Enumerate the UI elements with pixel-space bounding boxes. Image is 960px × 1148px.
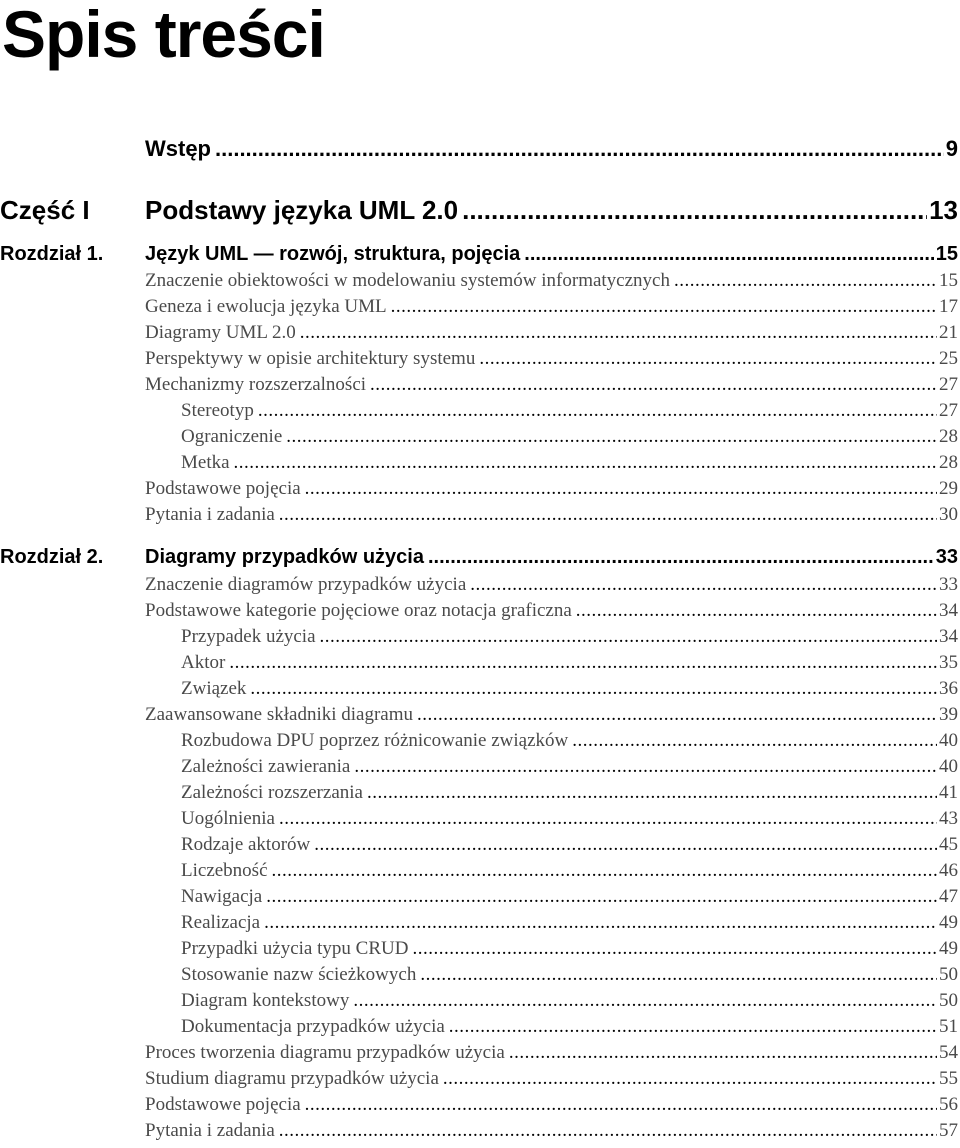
toc-entry[interactable] bbox=[0, 270, 958, 296]
toc-entry-page-number: 33 bbox=[939, 574, 958, 595]
dot-leader bbox=[229, 652, 937, 674]
toc-entry[interactable] bbox=[0, 426, 958, 452]
toc-entry[interactable] bbox=[0, 1016, 958, 1042]
toc-entry-page-number: 49 bbox=[939, 912, 958, 933]
toc-entry-body bbox=[145, 1120, 958, 1142]
dot-leader bbox=[479, 348, 937, 370]
toc-entry-title: Studium diagramu przypadków użycia bbox=[145, 1068, 439, 1089]
toc-entry-body bbox=[145, 964, 958, 986]
toc-entry-page-number: 9 bbox=[945, 136, 958, 161]
toc-entry-body bbox=[145, 1042, 958, 1064]
toc-entry-body bbox=[145, 296, 958, 318]
toc-entry[interactable] bbox=[0, 782, 958, 808]
dot-leader bbox=[443, 1068, 937, 1090]
toc-entry-page-number: 34 bbox=[939, 626, 958, 647]
toc-entry[interactable] bbox=[0, 1042, 958, 1068]
toc-entry-body bbox=[145, 756, 958, 778]
toc-entry-label: Rozdział 2. bbox=[0, 546, 104, 568]
dot-leader bbox=[354, 756, 937, 778]
toc-entry-body bbox=[145, 243, 958, 266]
toc-entry-page-number: 15 bbox=[939, 270, 958, 291]
toc-entry-page-number: 34 bbox=[939, 600, 958, 621]
dot-leader bbox=[264, 912, 937, 934]
dot-leader bbox=[391, 296, 937, 318]
toc-entry-title: Stosowanie nazw ścieżkowych bbox=[181, 964, 417, 985]
toc-entry[interactable] bbox=[0, 860, 958, 886]
dot-leader bbox=[258, 400, 937, 422]
toc-entry-body bbox=[145, 504, 958, 526]
toc-entry[interactable] bbox=[0, 912, 958, 938]
toc-entry-title: Proces tworzenia diagramu przypadków użycia bbox=[145, 1042, 505, 1063]
toc-entry-body bbox=[145, 574, 958, 596]
toc-entry-body bbox=[145, 678, 958, 700]
toc-entry-title: Diagramy przypadków użycia bbox=[145, 546, 424, 568]
dot-leader bbox=[250, 678, 937, 700]
toc-entry-body bbox=[145, 1094, 958, 1116]
toc-entry-title: Język UML — rozwój, struktura, pojęcia bbox=[145, 243, 521, 265]
toc-entry-title: Perspektywy w opisie architektury systemu bbox=[145, 348, 476, 369]
toc-entry[interactable] bbox=[0, 478, 958, 504]
toc-entry-page-number: 56 bbox=[939, 1094, 958, 1115]
dot-leader bbox=[305, 478, 937, 500]
toc-entry[interactable] bbox=[0, 1120, 958, 1146]
toc-entry-title: Liczebność bbox=[181, 860, 268, 881]
toc-entry-body bbox=[145, 834, 958, 856]
toc-entry[interactable] bbox=[0, 886, 958, 912]
toc-entry-title: Znaczenie diagramów przypadków użycia bbox=[145, 574, 467, 595]
toc-entry-page-number: 13 bbox=[929, 195, 958, 225]
toc-entry-body bbox=[145, 478, 958, 500]
toc-entry-title: Diagram kontekstowy bbox=[181, 990, 350, 1011]
toc-entry[interactable] bbox=[0, 964, 958, 990]
toc-entry-title: Podstawowe kategorie pojęciowe oraz notacja graficzna bbox=[145, 600, 572, 621]
toc-entry-title: Ograniczenie bbox=[181, 426, 283, 447]
page-title: Spis treści bbox=[2, 0, 325, 71]
toc-entry-title: Nawigacja bbox=[181, 886, 263, 907]
toc-entry-title: Związek bbox=[181, 678, 247, 699]
toc-entry[interactable] bbox=[0, 652, 958, 678]
toc-entry-body bbox=[145, 938, 958, 960]
toc-entry-body bbox=[145, 782, 958, 804]
toc-entry-page-number: 36 bbox=[939, 678, 958, 699]
toc-entry-page-number: 50 bbox=[939, 990, 958, 1011]
toc-entry-title: Diagramy UML 2.0 bbox=[145, 322, 296, 343]
toc-entry-title: Przypadki użycia typu CRUD bbox=[181, 938, 409, 959]
toc-entry-title: Aktor bbox=[181, 652, 226, 673]
toc-entry[interactable] bbox=[0, 1094, 958, 1120]
toc-entry-title: Rozbudowa DPU poprzez różnicowanie związków bbox=[181, 730, 569, 751]
dot-leader bbox=[576, 600, 937, 622]
toc-entry[interactable] bbox=[0, 834, 958, 860]
toc-entry[interactable] bbox=[0, 574, 958, 600]
toc-entry[interactable] bbox=[0, 756, 958, 782]
toc-entry-body bbox=[145, 270, 958, 292]
toc-entry-page-number: 45 bbox=[939, 834, 958, 855]
toc-entry-page-number: 17 bbox=[939, 296, 958, 317]
toc-entry-page-number: 40 bbox=[939, 756, 958, 777]
dot-leader bbox=[572, 730, 937, 752]
toc-entry-page-number: 21 bbox=[939, 322, 958, 343]
toc-entry-body bbox=[145, 990, 958, 1012]
toc-entry[interactable] bbox=[0, 626, 958, 652]
toc-entry[interactable] bbox=[0, 452, 958, 478]
dot-leader bbox=[367, 782, 937, 804]
toc-entry-body bbox=[145, 400, 958, 422]
dot-leader bbox=[286, 426, 937, 448]
toc-entry-page-number: 27 bbox=[939, 400, 958, 421]
toc-entry-page-number: 25 bbox=[939, 348, 958, 369]
dot-leader bbox=[266, 886, 937, 908]
dot-leader bbox=[462, 195, 927, 226]
toc-entry[interactable] bbox=[0, 808, 958, 834]
toc-entry-body bbox=[145, 1016, 958, 1038]
toc-entry-title: Realizacja bbox=[181, 912, 261, 933]
toc-entry-body bbox=[145, 374, 958, 396]
toc-entry-title: Podstawowe pojęcia bbox=[145, 478, 301, 499]
toc-entry-page-number: 47 bbox=[939, 886, 958, 907]
toc-entry-page-number: 46 bbox=[939, 860, 958, 881]
dot-leader bbox=[305, 1094, 937, 1116]
dot-leader bbox=[674, 270, 937, 292]
dot-leader bbox=[314, 834, 937, 856]
toc-entry-page-number: 40 bbox=[939, 730, 958, 751]
toc-entry-title: Stereotyp bbox=[181, 400, 254, 421]
toc-entry-page-number: 54 bbox=[939, 1042, 958, 1063]
dot-leader bbox=[420, 964, 937, 986]
toc-entry[interactable] bbox=[0, 504, 958, 530]
toc-entry[interactable] bbox=[0, 600, 958, 626]
toc-entry-body bbox=[145, 912, 958, 934]
toc-entry-title: Metka bbox=[181, 452, 230, 473]
toc-entry[interactable] bbox=[0, 136, 958, 166]
toc-entry[interactable] bbox=[0, 348, 958, 374]
dot-leader bbox=[272, 860, 937, 882]
toc-entry-body bbox=[145, 626, 958, 648]
toc-entry-page-number: 30 bbox=[939, 504, 958, 525]
dot-leader bbox=[370, 374, 937, 396]
toc-entry-page-number: 39 bbox=[939, 704, 958, 725]
toc-entry-title: Uogólnienia bbox=[181, 808, 275, 829]
toc-entry-body bbox=[145, 195, 958, 226]
dot-leader bbox=[215, 136, 944, 162]
toc-entry-title: Przypadek użycia bbox=[181, 626, 316, 647]
toc-entry[interactable] bbox=[0, 243, 958, 271]
toc-entry-body bbox=[145, 808, 958, 830]
toc-entry-page-number: 43 bbox=[939, 808, 958, 829]
toc-entry-body bbox=[145, 1068, 958, 1090]
toc-entry-title: Wstęp bbox=[145, 136, 211, 161]
dot-leader bbox=[470, 574, 937, 596]
toc-entry[interactable] bbox=[0, 400, 958, 426]
toc-entry-body bbox=[145, 886, 958, 908]
toc-entry-body bbox=[145, 704, 958, 726]
toc-entry-page-number: 27 bbox=[939, 374, 958, 395]
dot-leader bbox=[234, 452, 937, 474]
toc-entry-body bbox=[145, 452, 958, 474]
dot-leader bbox=[449, 1016, 937, 1038]
toc-entry-body bbox=[145, 652, 958, 674]
toc-entry[interactable] bbox=[0, 938, 958, 964]
toc-entry[interactable] bbox=[0, 1068, 958, 1094]
toc-entry-label: Część I bbox=[0, 195, 90, 225]
toc-entry-page-number: 35 bbox=[939, 652, 958, 673]
toc-entry[interactable] bbox=[0, 296, 958, 322]
toc-entry-title: Znaczenie obiektowości w modelowaniu systemów informatycznych bbox=[145, 270, 670, 291]
toc-entry-title: Pytania i zadania bbox=[145, 504, 275, 525]
toc-entry-page-number: 41 bbox=[939, 782, 958, 803]
dot-leader bbox=[320, 626, 937, 648]
toc-entry-title: Podstawy języka UML 2.0 bbox=[145, 195, 459, 225]
toc-entry[interactable] bbox=[0, 195, 958, 229]
toc-entry-page-number: 29 bbox=[939, 478, 958, 499]
toc-entry-page-number: 57 bbox=[939, 1120, 958, 1141]
toc-entry-title: Geneza i ewolucja języka UML bbox=[145, 296, 387, 317]
toc-entry-body bbox=[145, 546, 958, 569]
toc-entry[interactable] bbox=[0, 546, 958, 574]
toc-entry-page-number: 51 bbox=[939, 1016, 958, 1037]
toc-entry-page-number: 28 bbox=[939, 452, 958, 473]
toc-entry-page-number: 33 bbox=[935, 546, 958, 568]
toc-entry-title: Zależności rozszerzania bbox=[181, 782, 363, 803]
toc-entry-page-number: 49 bbox=[939, 938, 958, 959]
toc-entry-body bbox=[145, 136, 958, 162]
toc-entry-title: Podstawowe pojęcia bbox=[145, 1094, 301, 1115]
toc-entry[interactable] bbox=[0, 704, 958, 730]
toc-entry[interactable] bbox=[0, 322, 958, 348]
dot-leader bbox=[279, 808, 937, 830]
toc-entry-title: Pytania i zadania bbox=[145, 1120, 275, 1141]
toc-entry-title: Mechanizmy rozszerzalności bbox=[145, 374, 367, 395]
toc-entry[interactable] bbox=[0, 678, 958, 704]
toc-entry[interactable] bbox=[0, 730, 958, 756]
dot-leader bbox=[279, 1120, 937, 1142]
dot-leader bbox=[509, 1042, 937, 1064]
toc-entry-body bbox=[145, 426, 958, 448]
toc-entry-body bbox=[145, 730, 958, 752]
dot-leader bbox=[417, 704, 937, 726]
toc-entry-title: Zależności zawierania bbox=[181, 756, 351, 777]
toc-entry[interactable] bbox=[0, 990, 958, 1016]
toc-entry-body bbox=[145, 348, 958, 370]
toc-entry-page-number: 50 bbox=[939, 964, 958, 985]
toc-entry-page-number: 55 bbox=[939, 1068, 958, 1089]
dot-leader bbox=[353, 990, 937, 1012]
toc-entry-body bbox=[145, 322, 958, 344]
dot-leader bbox=[428, 546, 934, 569]
toc-entry[interactable] bbox=[0, 374, 958, 400]
dot-leader bbox=[279, 504, 937, 526]
toc-entry-title: Zaawansowane składniki diagramu bbox=[145, 704, 414, 725]
toc-entry-title: Dokumentacja przypadków użycia bbox=[181, 1016, 445, 1037]
dot-leader bbox=[524, 243, 933, 266]
toc-entry-body bbox=[145, 600, 958, 622]
toc-entry-title: Rodzaje aktorów bbox=[181, 834, 311, 855]
toc-entry-page-number: 28 bbox=[939, 426, 958, 447]
dot-leader bbox=[300, 322, 937, 344]
dot-leader bbox=[412, 938, 937, 960]
toc-entry-page-number: 15 bbox=[935, 243, 958, 265]
toc-entry-body bbox=[145, 860, 958, 882]
toc-entry-label: Rozdział 1. bbox=[0, 243, 104, 265]
